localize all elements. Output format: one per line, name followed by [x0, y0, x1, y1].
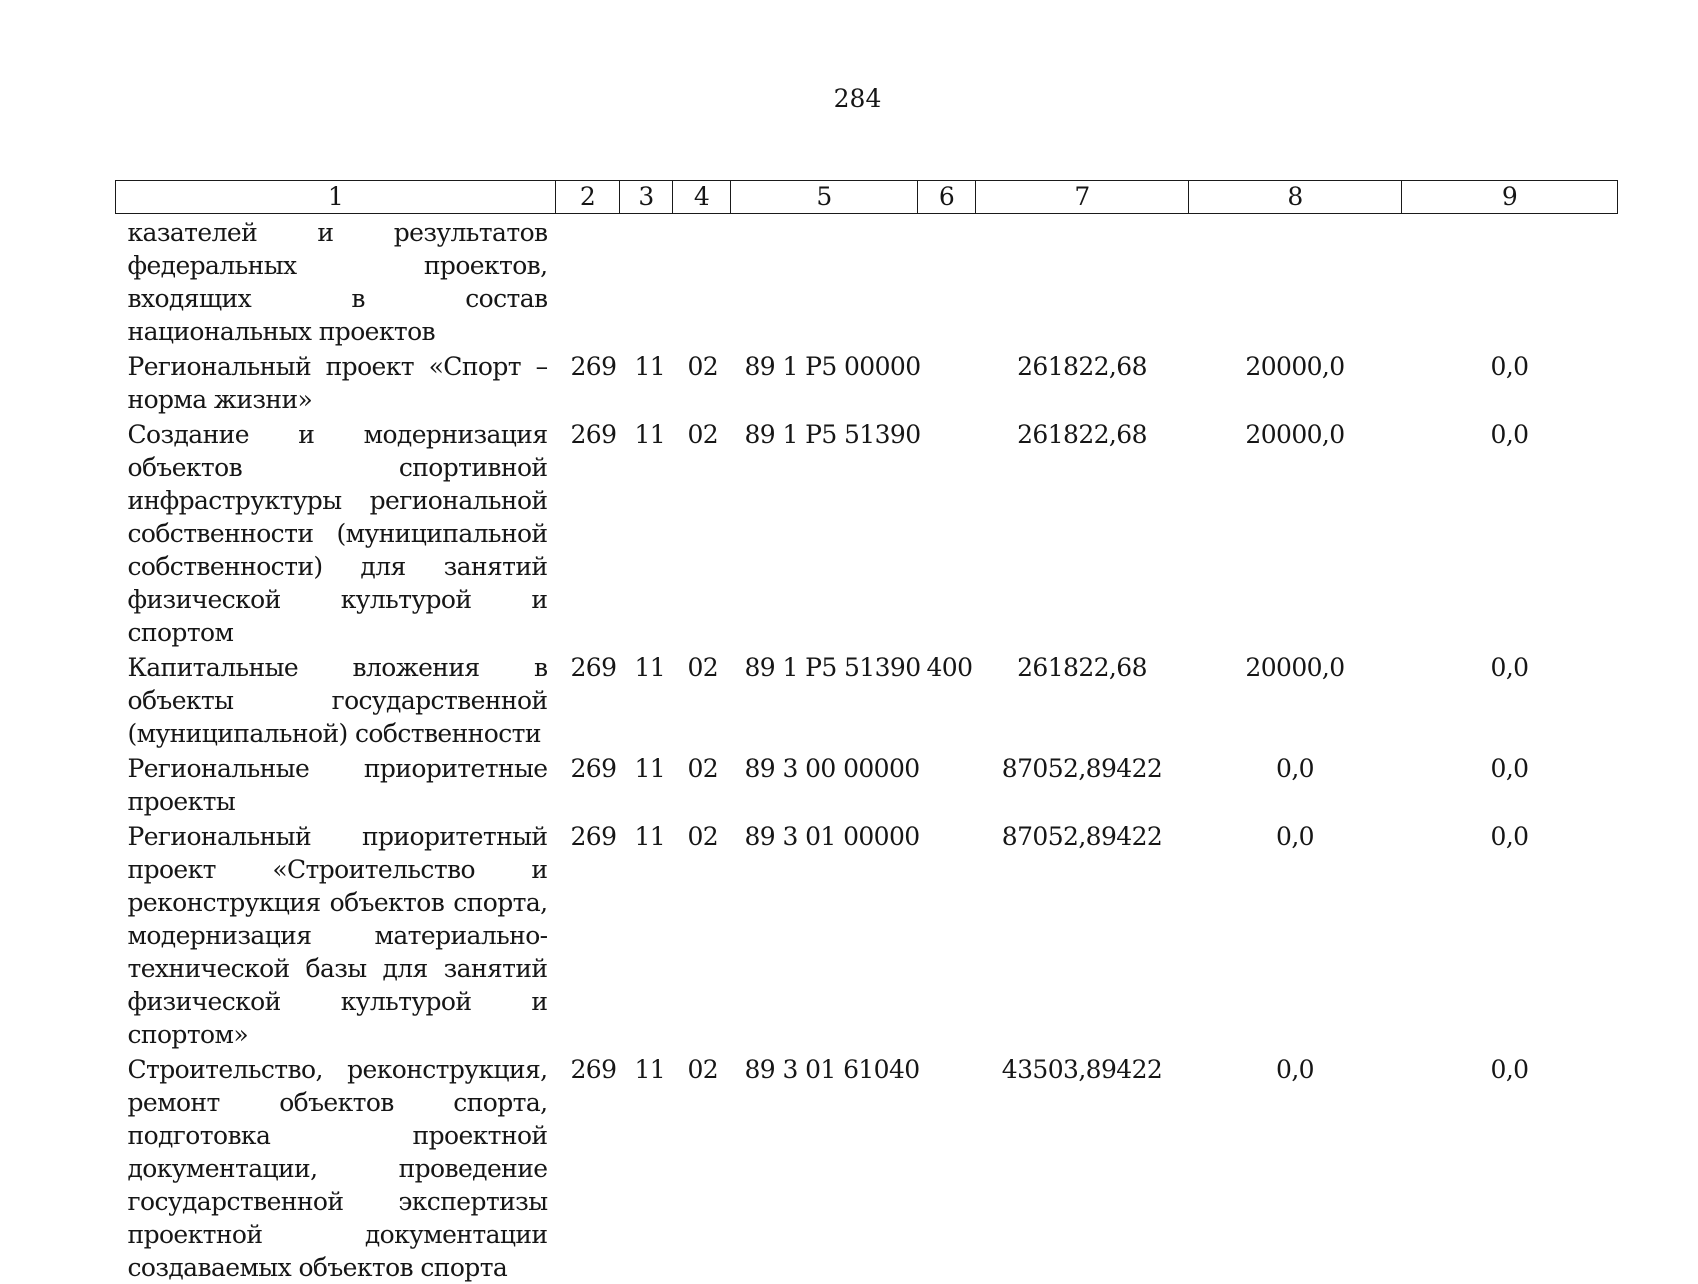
row-amount-col9: [1402, 214, 1618, 349]
table-header-row: [116, 181, 1618, 214]
row-expense-type: [918, 214, 976, 349]
header-col-9: 9: [1402, 181, 1618, 214]
row-target-article: 89 3 01 61040: [744, 1055, 920, 1084]
row-section-code: 11: [634, 822, 666, 851]
row-subsection-code: 02: [687, 420, 719, 449]
row-ministry-code: 269: [570, 420, 617, 449]
row-amount-col9: 0,0: [1490, 822, 1529, 851]
row-ministry-code: 269: [570, 1055, 617, 1084]
row-section-code: 11: [634, 352, 666, 381]
row-amount-col9: 0,0: [1490, 420, 1529, 449]
header-col-7: 7: [976, 181, 1189, 214]
row-amount-col7: 87052,89422: [1001, 754, 1163, 783]
row-amount-col8: 20000,0: [1245, 352, 1345, 381]
table-row: [116, 1051, 1618, 1284]
row-amount-col8: 0,0: [1276, 1055, 1314, 1084]
row-section-code: 11: [634, 754, 666, 783]
row-subsection-code: 02: [687, 822, 719, 851]
row-amount-col7: 261822,68: [1017, 653, 1147, 682]
header-col-1: 1: [116, 181, 556, 214]
row-subsection-code: 02: [687, 352, 719, 381]
row-description: Региональный приоритетный проект «Строительство и реконструкция объектов спорта, модернизация материально-технической базы для занятий физической культурой и спортом»: [127, 822, 548, 1049]
row-subsection-code: 02: [687, 1055, 719, 1084]
row-subsection-code: [673, 214, 731, 349]
row-target-article: 89 3 00 00000: [744, 754, 920, 783]
row-description: Региональные приоритетные проекты: [127, 754, 548, 816]
header-col-4: 4: [673, 181, 731, 214]
row-amount-col7: 43503,89422: [1001, 1055, 1163, 1084]
row-expense-type: [918, 348, 976, 416]
row-amount-col7: [976, 214, 1189, 349]
header-col-3: 3: [620, 181, 673, 214]
header-col-5: 5: [731, 181, 918, 214]
row-ministry-code: 269: [570, 352, 617, 381]
row-amount-col7: 261822,68: [1017, 420, 1147, 449]
row-target-article: 89 1 P5 51390: [744, 653, 921, 682]
budget-table: [115, 180, 1618, 1284]
table-row: [116, 214, 1618, 349]
row-expense-type: [918, 818, 976, 1051]
row-amount-col8: 0,0: [1276, 754, 1314, 783]
page-number: 284: [833, 84, 882, 113]
row-description: Региональный проект «Спорт – норма жизни»: [127, 352, 548, 414]
row-description: Создание и модернизация объектов спортивной инфраструктуры региональной собственности (муниципальной собственности) для занятий физической культурой и спортом: [127, 420, 548, 647]
table-row: [116, 348, 1618, 416]
row-amount-col9: 0,0: [1490, 653, 1529, 682]
row-amount-col9: 0,0: [1490, 352, 1529, 381]
row-amount-col8: 20000,0: [1245, 420, 1345, 449]
row-section-code: 11: [634, 653, 666, 682]
row-ministry-code: 269: [570, 822, 617, 851]
row-amount-col7: 87052,89422: [1001, 822, 1163, 851]
row-subsection-code: 02: [687, 754, 719, 783]
row-section-code: 11: [634, 420, 666, 449]
row-amount-col8: 20000,0: [1245, 653, 1345, 682]
row-target-article: 89 3 01 00000: [744, 822, 920, 851]
row-target-article: 89 1 P5 51390: [744, 420, 921, 449]
header-col-8: 8: [1189, 181, 1402, 214]
table-row: [116, 818, 1618, 1051]
row-amount-col7: 261822,68: [1017, 352, 1147, 381]
row-expense-type: [918, 416, 976, 649]
row-target-article: 89 1 P5 00000: [744, 352, 921, 381]
row-ministry-code: 269: [570, 653, 617, 682]
row-section-code: [620, 214, 673, 349]
row-expense-type: [918, 750, 976, 818]
row-description: казателей и результатов федеральных проектов, входящих в состав национальных проектов: [127, 218, 548, 346]
row-amount-col9: 0,0: [1490, 1055, 1529, 1084]
header-col-2: 2: [556, 181, 620, 214]
row-target-article: [731, 214, 918, 349]
table-row: [116, 649, 1618, 750]
row-description: Капитальные вложения в объекты государственной (муниципальной) собственности: [127, 653, 548, 748]
row-ministry-code: [556, 214, 620, 349]
row-amount-col9: 0,0: [1490, 754, 1529, 783]
table-row: [116, 416, 1618, 649]
table-row: [116, 750, 1618, 818]
row-expense-type: [918, 1051, 976, 1284]
row-ministry-code: 269: [570, 754, 617, 783]
row-subsection-code: 02: [687, 653, 719, 682]
row-description: Строительство, реконструкция, ремонт объектов спорта, подготовка проектной документации, проведение государственной экспертизы проектной документации создаваемых объектов спорта: [127, 1055, 548, 1282]
row-amount-col8: [1189, 214, 1402, 349]
row-expense-type: 400: [926, 653, 973, 682]
row-amount-col8: 0,0: [1276, 822, 1314, 851]
row-section-code: 11: [634, 1055, 666, 1084]
header-col-6: 6: [918, 181, 976, 214]
